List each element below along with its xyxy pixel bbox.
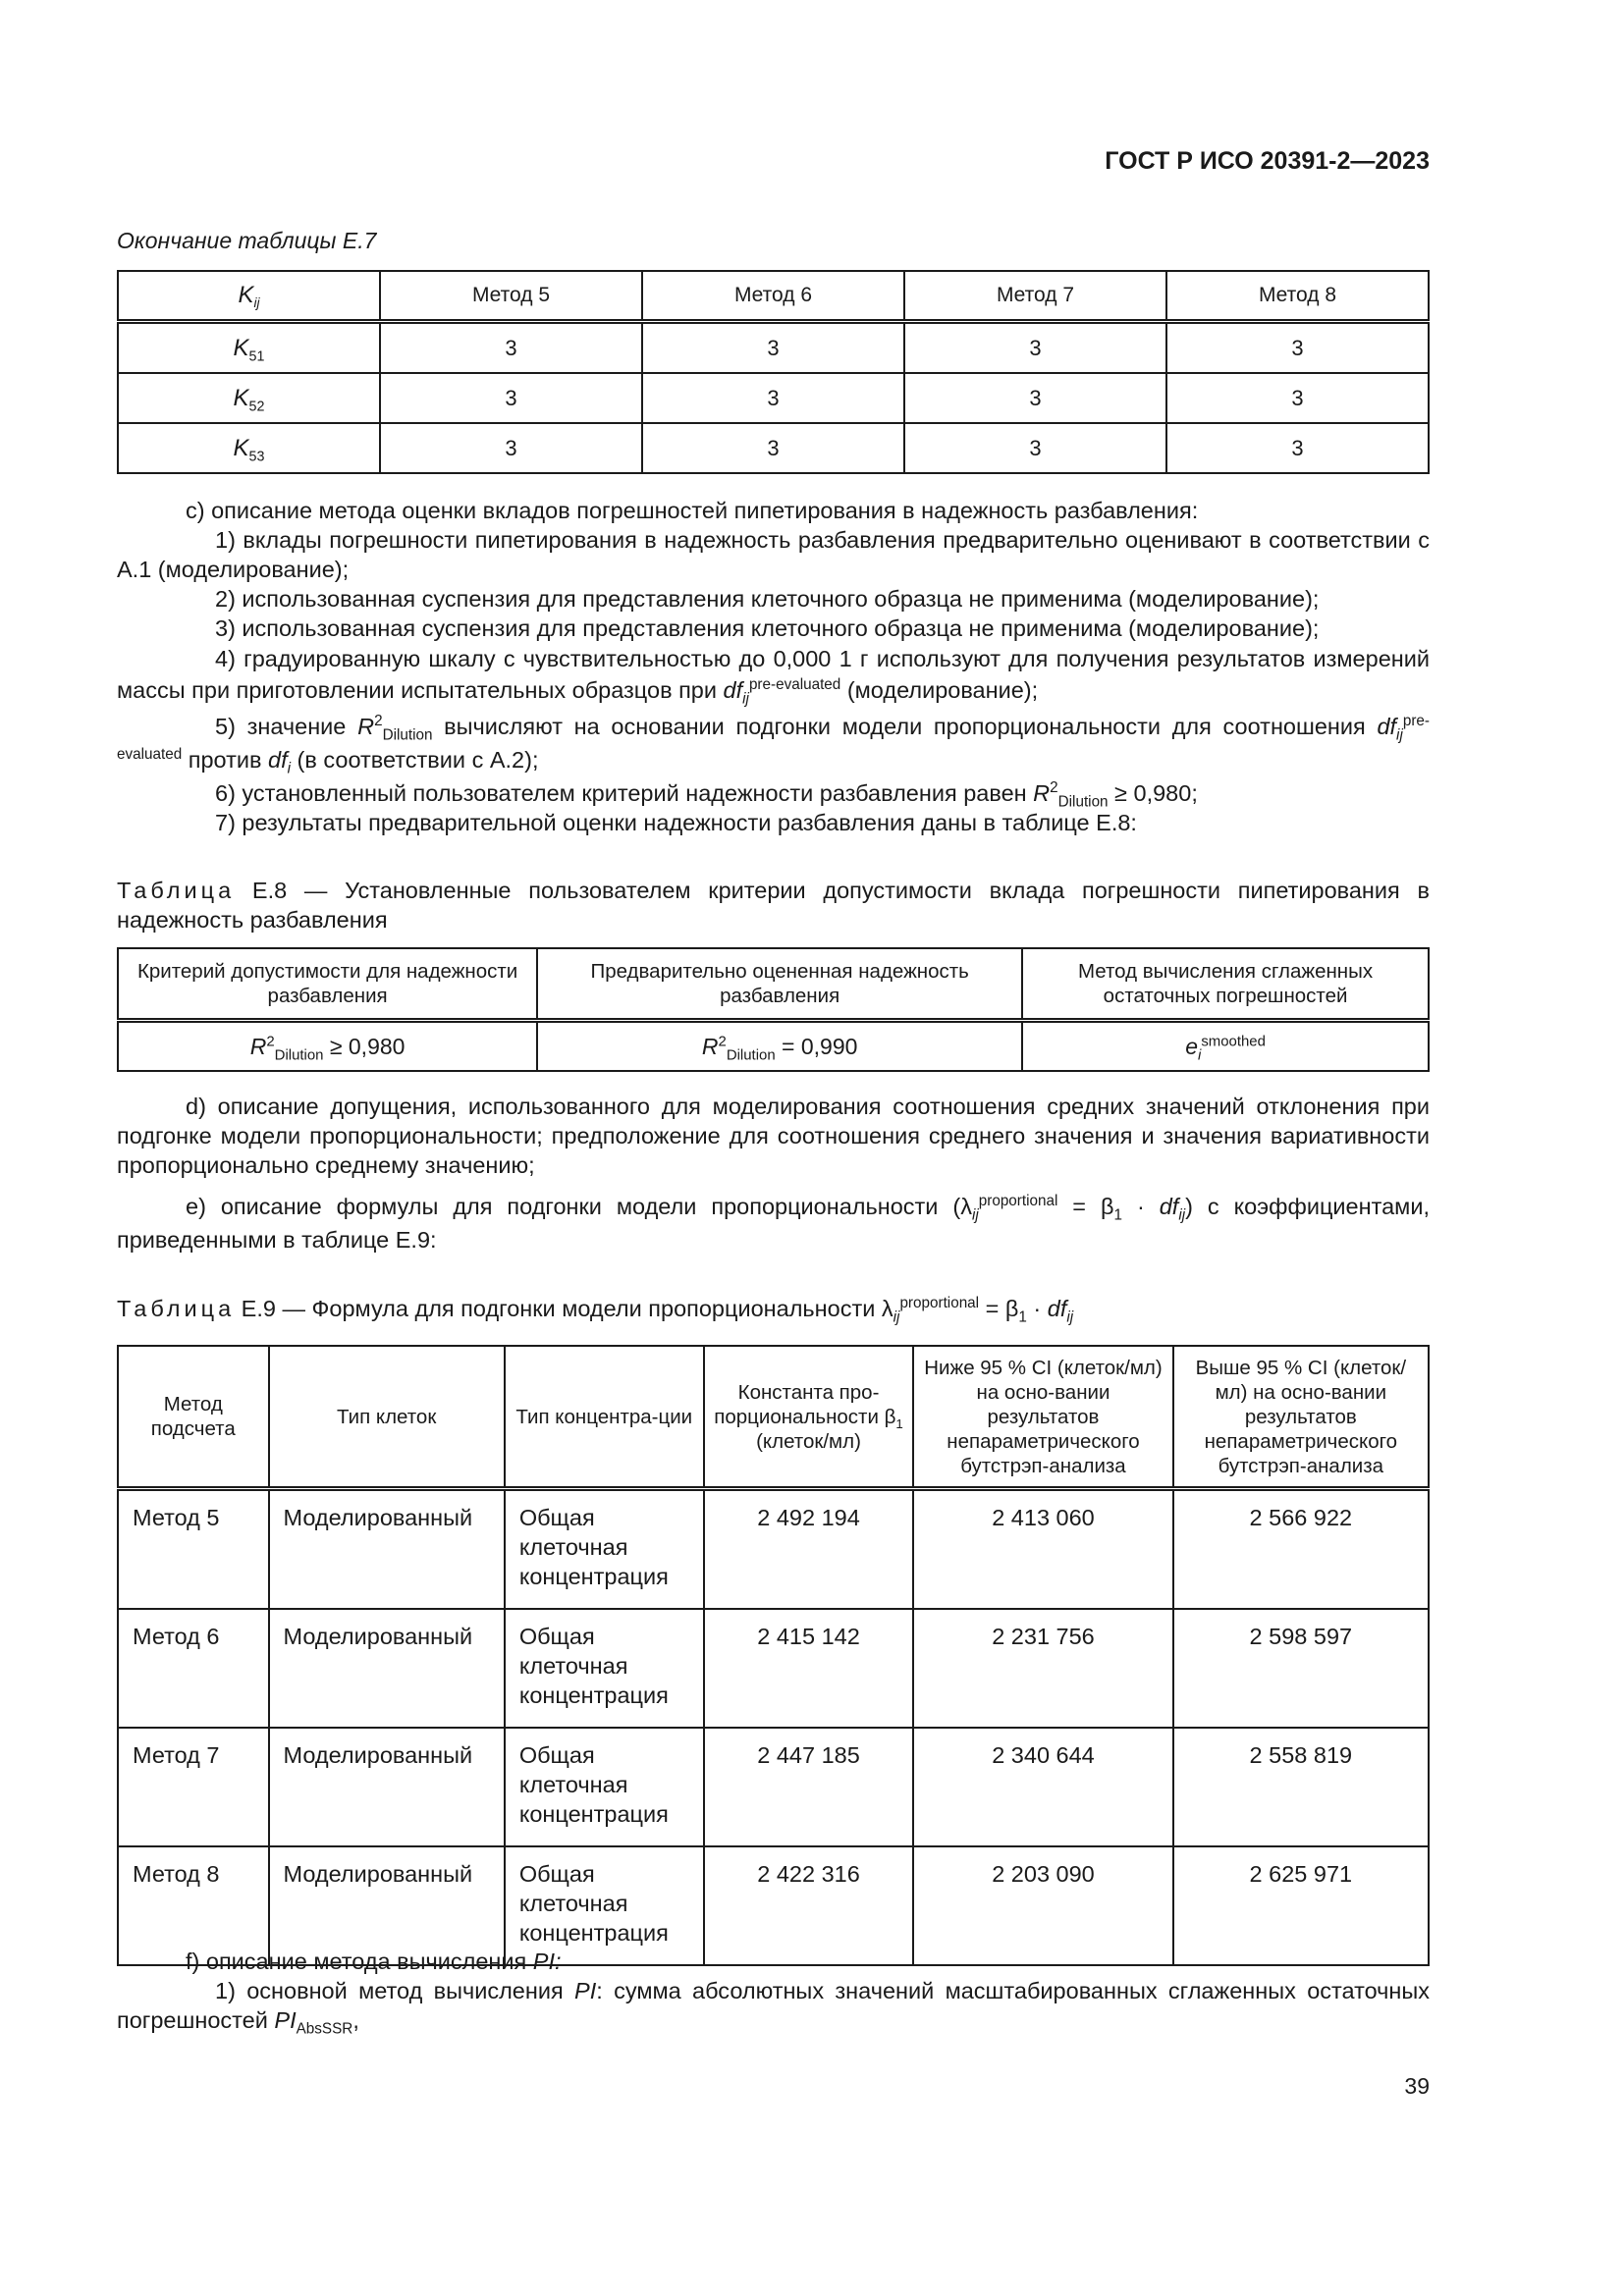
- table-row: [118, 1609, 1429, 1728]
- column-header: Метод 5: [380, 271, 642, 322]
- table-e8: [117, 947, 1430, 1072]
- table-row: [118, 322, 1429, 374]
- section-c: [117, 496, 1430, 837]
- section-e: e) описание формулы для подгонки модели пропорциональности $(\lambda_{ij}^{proportional} = \beta_1 \cdot df_{ij})$ с коэффициентами, приведенными в таблице Е.9:: [117, 1193, 1430, 1253]
- table-cell: Моделированный: [269, 1609, 505, 1728]
- table-cell: Общая клеточная концентрация: [505, 1609, 704, 1728]
- table-cell: 2 625 971: [1173, 1846, 1429, 1965]
- column-header: Метод 6: [642, 271, 904, 322]
- column-header: Ниже 95 % CI (клеток/мл) на осно-вании результатов непараметрического бутстрэп-анализа: [913, 1346, 1172, 1489]
- table-cell: 2 413 060: [913, 1489, 1172, 1610]
- section-c-item-3: 3) использованная суспензия для представления клеточного образца не применима (моделирование);: [215, 615, 1320, 641]
- column-header: Константа про-порциональности $\beta_1$ (клеток/мл): [704, 1346, 914, 1489]
- table-cell: 2 447 185: [704, 1728, 914, 1846]
- table-e7-caption: Окончание таблицы Е.7: [117, 228, 377, 253]
- column-header: Выше 95 % CI (клеток/мл) на осно-вании результатов непараметрического бутстрэп-анализа: [1173, 1346, 1429, 1489]
- table-cell: 2 492 194: [704, 1489, 914, 1610]
- table-cell: 3: [1166, 423, 1429, 473]
- table-cell: 2 558 819: [1173, 1728, 1429, 1846]
- section-c-item-7: 7) результаты предварительной оценки надежности разбавления даны в таблице Е.8:: [215, 810, 1137, 835]
- table-e9-title: Таблица Е.9 — Формула для подгонки модели пропорциональности $\lambda_{ij}^{proportional} = \beta_1 \cdot df_{ij}$: [117, 1295, 1074, 1326]
- column-header: Метод 8: [1166, 271, 1429, 322]
- section-f-intro: f) описание метода вычисления PI:: [186, 1949, 562, 1974]
- table-cell: Моделированный: [269, 1489, 505, 1610]
- table-cell: Общая клеточная концентрация: [505, 1489, 704, 1610]
- table-cell: 3: [642, 373, 904, 423]
- table-cell: 3: [380, 373, 642, 423]
- section-d: d) описание допущения, использованного для моделирования соотношения средних значений отклонения при подгонке модели пропорциональности; предположение для соотношения среднего значения и значения вариативности пропорционально среднему значению;: [117, 1094, 1430, 1178]
- table-cell: 3: [904, 423, 1166, 473]
- table-cell: 3: [904, 373, 1166, 423]
- table-cell: 3: [380, 322, 642, 374]
- table-e7: [117, 270, 1430, 474]
- table-cell: Общая клеточная концентрация: [505, 1846, 704, 1965]
- table-e8-title: Таблица Е.8 — Установленные пользователем критерии допустимости вклада погрешности пипетирования в надежность разбавления: [117, 878, 1430, 933]
- table-corner-cell: $K_{ij}$: [118, 271, 380, 322]
- table-cell: 3: [642, 423, 904, 473]
- column-header: Метод подсчета: [118, 1346, 269, 1489]
- table-cell: Моделированный: [269, 1846, 505, 1965]
- table-header-row: [118, 271, 1429, 322]
- table-cell: 3: [1166, 373, 1429, 423]
- table-row: [118, 1489, 1429, 1610]
- table-cell: 2 598 597: [1173, 1609, 1429, 1728]
- table-e9: [117, 1345, 1430, 1966]
- document-id: ГОСТ Р ИСО 20391-2—2023: [1105, 147, 1430, 175]
- table-cell: 2 566 922: [1173, 1489, 1429, 1610]
- section-c-item-2: 2) использованная суспензия для представления клеточного образца не применима (моделирование);: [215, 586, 1320, 612]
- column-header: Тип клеток: [269, 1346, 505, 1489]
- section-c-item-5: 5) значение $R^2_{Dilution}$ вычисляют на основании подгонки модели пропорциональности для соотношения $df_{ij}^{pre-evaluated}$ против $df_i$ (в соответствии с А.2);: [117, 713, 1430, 777]
- table-cell: 3: [642, 322, 904, 374]
- table-row: [118, 423, 1429, 473]
- table-row: [118, 1728, 1429, 1846]
- section-c-item-6: 6) установленный пользователем критерий надежности разбавления равен $R^2_{Dilution} \ge 0,980$;: [215, 779, 1198, 811]
- table-cell: 2 203 090: [913, 1846, 1172, 1965]
- column-header: Критерий допустимости для надежности разбавления: [118, 948, 537, 1021]
- table-row: [118, 373, 1429, 423]
- table-cell: Общая клеточная концентрация: [505, 1728, 704, 1846]
- section-f: [117, 1947, 1430, 2038]
- table-cell: $R^2_{Dilution} \ge 0,980$: [118, 1021, 537, 1072]
- table-cell: Метод 7: [118, 1728, 269, 1846]
- table-cell: Метод 6: [118, 1609, 269, 1728]
- section-c-intro: c) описание метода оценки вкладов погрешностей пипетирования в надежность разбавления:: [186, 498, 1199, 523]
- column-header: Метод 7: [904, 271, 1166, 322]
- section-f-item-1: 1) основной метод вычисления PI: сумма абсолютных значений масштабированных сглаженных остаточных погрешностей $PI_{AbsSSR}$,: [117, 1978, 1430, 2038]
- table-cell: Моделированный: [269, 1728, 505, 1846]
- section-c-item-4: 4) градуированную шкалу с чувствительностью до 0,000 1 г используют для получения результатов измерений массы при приготовлении испытательных образцов при $df_{ij}^{pre-evaluated}$ (моделирование);: [117, 646, 1430, 708]
- table-header-row: [118, 948, 1429, 1021]
- column-header: Предварительно оцененная надежность разбавления: [537, 948, 1022, 1021]
- table-cell: Метод 5: [118, 1489, 269, 1610]
- column-header: Тип концентра-ции: [505, 1346, 704, 1489]
- table-cell: 2 415 142: [704, 1609, 914, 1728]
- section-c-item-1: 1) вклады погрешности пипетирования в надежность разбавления предварительно оценивают в соответствии с А.1 (моделирование);: [117, 527, 1430, 582]
- row-label: $K_{52}$: [118, 373, 380, 423]
- table-header-row: [118, 1346, 1429, 1489]
- table-cell: 3: [380, 423, 642, 473]
- page-number: 39: [1404, 2073, 1430, 2099]
- table-cell: $R^2_{Dilution} = 0,990$: [537, 1021, 1022, 1072]
- table-cell: 2 231 756: [913, 1609, 1172, 1728]
- table-cell: 3: [1166, 322, 1429, 374]
- table-cell: Метод 8: [118, 1846, 269, 1965]
- table-cell: $e_i^{smoothed}$: [1022, 1021, 1429, 1072]
- table-cell: 2 422 316: [704, 1846, 914, 1965]
- row-label: $K_{51}$: [118, 322, 380, 374]
- table-cell: 2 340 644: [913, 1728, 1172, 1846]
- row-label: $K_{53}$: [118, 423, 380, 473]
- column-header: Метод вычисления сглаженных остаточных погрешностей: [1022, 948, 1429, 1021]
- table-cell: 3: [904, 322, 1166, 374]
- table-row: [118, 1021, 1429, 1072]
